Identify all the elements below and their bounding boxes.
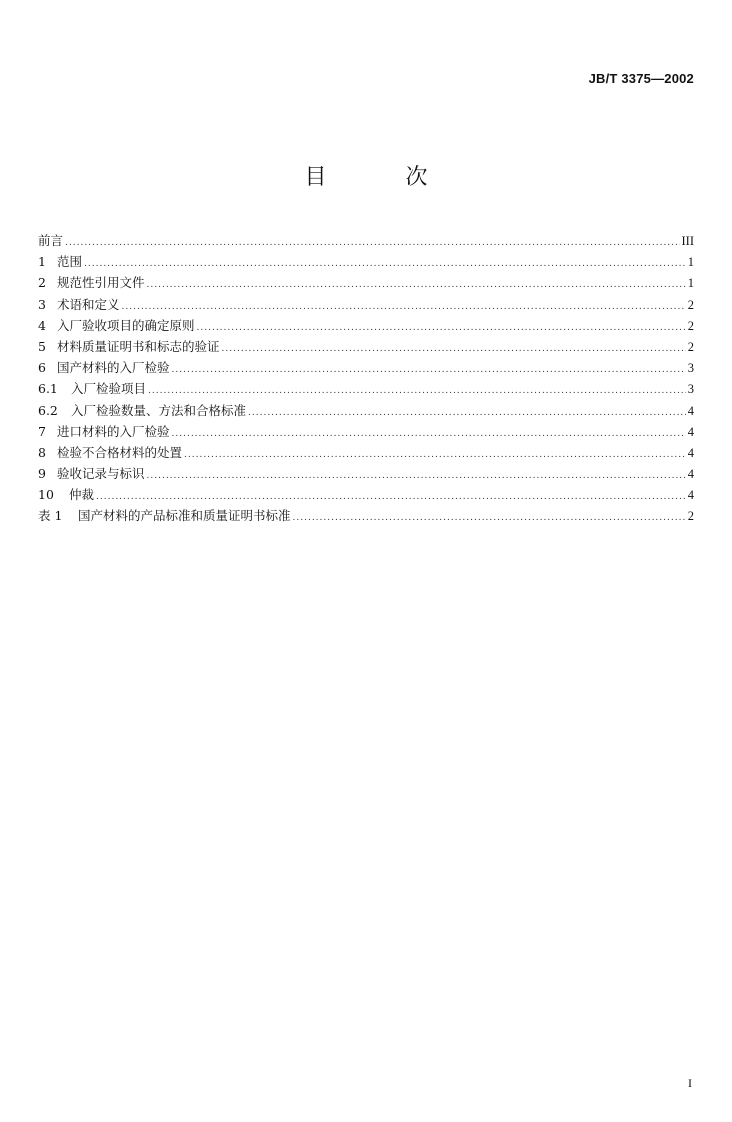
- toc-entry-number: 4: [38, 317, 46, 333]
- toc-entry-number: 10: [38, 487, 54, 503]
- toc-entry-table-1[interactable]: [38, 505, 694, 526]
- toc-entry-label: 入厂检验项目: [71, 381, 147, 397]
- toc-entry-3[interactable]: [38, 294, 694, 315]
- toc-entry-number: 8: [38, 444, 46, 460]
- dot-leader: [65, 233, 679, 254]
- toc-entry-page: 2: [687, 297, 694, 312]
- toc-entry-number: 1: [38, 254, 46, 270]
- standard-code: JB/T 3375—2002: [588, 71, 694, 86]
- page-number: I: [688, 1076, 692, 1090]
- dot-leader: [122, 297, 686, 318]
- toc-entry-label: 规范性引用文件: [57, 275, 145, 291]
- toc-entry-label: 验收记录与标识: [57, 466, 145, 482]
- toc-entry-2[interactable]: [38, 272, 694, 293]
- dot-leader: [222, 339, 686, 360]
- toc-entry-6-1[interactable]: [38, 378, 694, 399]
- dot-leader: [184, 445, 686, 466]
- toc-entry-10[interactable]: [38, 484, 694, 505]
- dot-leader: [293, 508, 686, 529]
- toc-entry-number: 7: [38, 423, 46, 439]
- toc-entry-5[interactable]: [38, 336, 694, 357]
- toc-entry-label: 范围: [57, 254, 83, 270]
- toc-entry-number: 6.1: [38, 381, 58, 397]
- toc-entry-page: 2: [687, 318, 694, 333]
- toc-entry-page: 3: [687, 361, 694, 376]
- toc-entry-page: 1: [687, 276, 694, 291]
- toc-entry-8[interactable]: [38, 442, 694, 463]
- toc-entry-label: 检验不合格材料的处置: [57, 444, 183, 460]
- toc-entry-9[interactable]: [38, 463, 694, 484]
- toc-entry-number: 5: [38, 338, 46, 354]
- toc-entry-page: 4: [687, 403, 694, 418]
- dot-leader: [172, 424, 686, 445]
- toc-entry-page: 4: [687, 467, 694, 482]
- toc-entry-4[interactable]: [38, 315, 694, 336]
- page-title: 目 次: [304, 165, 464, 190]
- toc-entry-foreword[interactable]: [38, 230, 694, 251]
- toc-entry-number: 2: [38, 275, 46, 291]
- toc-entry-label: 材料质量证明书和标志的验证: [57, 338, 220, 354]
- toc-entry-label: 国产材料的产品标准和质量证明书标准: [78, 508, 291, 524]
- dot-leader: [172, 360, 686, 381]
- toc-entry-6-2[interactable]: [38, 400, 694, 421]
- table-of-contents: [38, 230, 694, 527]
- dot-leader: [147, 275, 686, 296]
- toc-entry-1[interactable]: [38, 251, 694, 272]
- toc-entry-page: 1: [687, 255, 694, 270]
- toc-entry-page: 4: [687, 424, 694, 439]
- toc-entry-7[interactable]: [38, 421, 694, 442]
- toc-entry-page: 2: [687, 339, 694, 354]
- toc-entry-page: 4: [687, 445, 694, 460]
- toc-entry-label: 进口材料的入厂检验: [57, 423, 170, 439]
- toc-entry-page: 4: [687, 488, 694, 503]
- toc-entry-label: 仲裁: [69, 487, 95, 503]
- dot-leader: [248, 403, 686, 424]
- toc-entry-label: 术语和定义: [57, 296, 120, 312]
- toc-entry-number: 6: [38, 360, 46, 376]
- toc-entry-page: III: [681, 234, 694, 248]
- dot-leader: [147, 466, 686, 487]
- toc-entry-6[interactable]: [38, 357, 694, 378]
- toc-entry-label: 入厂验收项目的确定原则: [57, 317, 195, 333]
- toc-entry-number: 6.2: [38, 402, 58, 418]
- toc-entry-label: 前言: [38, 233, 64, 248]
- toc-entry-label: 国产材料的入厂检验: [57, 360, 170, 376]
- toc-entry-page: 2: [687, 509, 694, 524]
- dot-leader: [84, 254, 686, 275]
- toc-entry-number: 9: [38, 466, 46, 482]
- toc-entry-label: 入厂检验数量、方法和合格标准: [71, 402, 247, 418]
- toc-entry-number: 3: [38, 296, 46, 312]
- dot-leader: [197, 318, 686, 339]
- toc-entry-page: 3: [687, 382, 694, 397]
- toc-entry-number: 表 1: [38, 508, 63, 524]
